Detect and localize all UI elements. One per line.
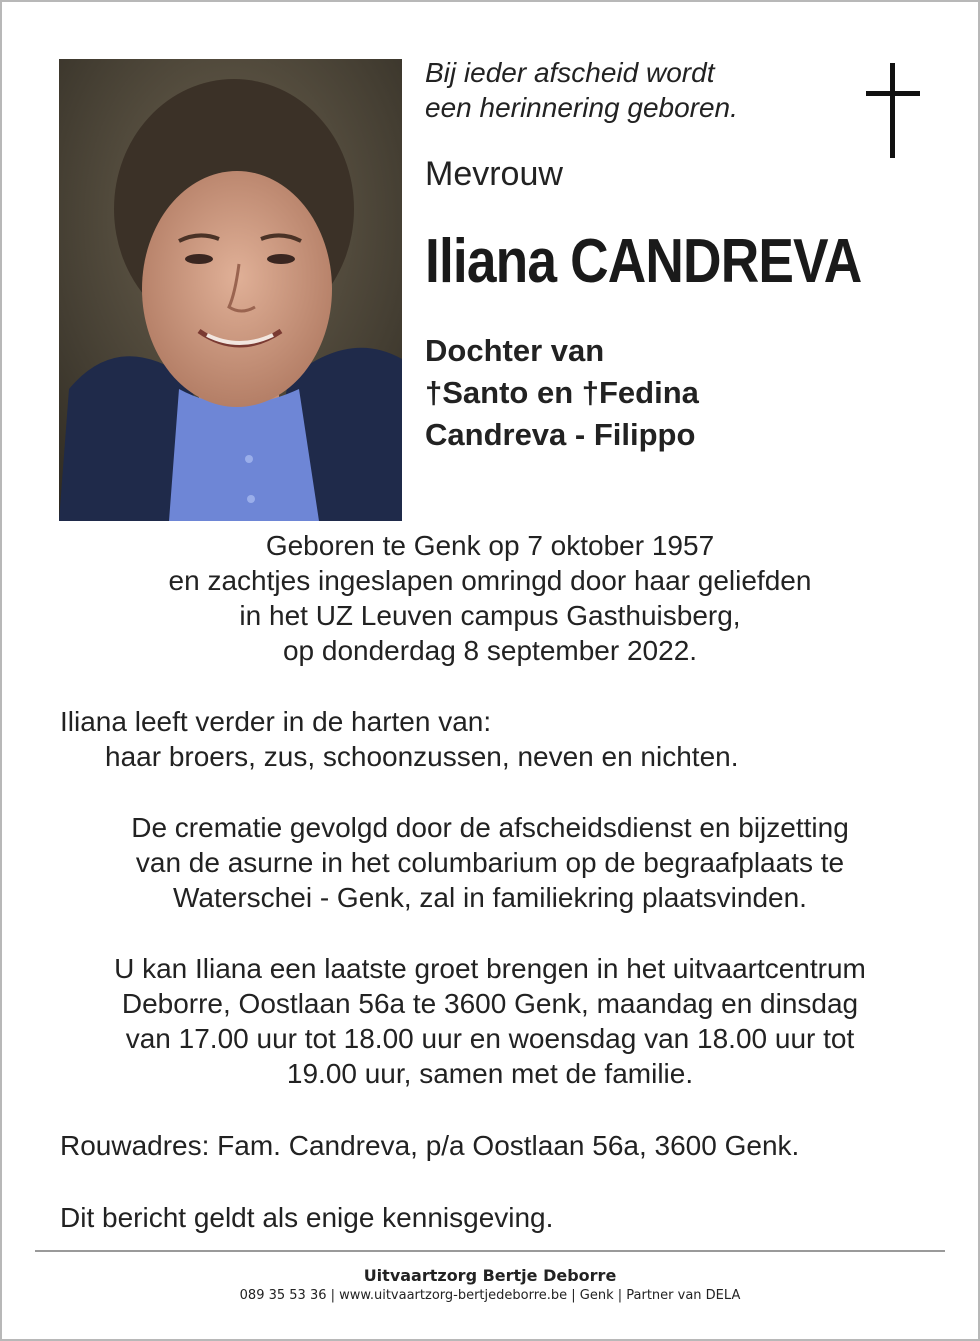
visitation-paragraph bbox=[60, 951, 920, 1091]
parents-line: Dochter van bbox=[425, 333, 605, 368]
paragraph-line: Waterschei - Genk, zal in familiekring plaatsvinden. bbox=[173, 882, 807, 913]
paragraph-line: en zachtjes ingeslapen omringd door haar geliefden bbox=[168, 565, 812, 596]
funeral-company-contact: 089 35 53 36 | www.uitvaartzorg-bertjedeborre.be | Genk | Partner van DELA bbox=[239, 1288, 741, 1303]
portrait-photo bbox=[59, 59, 402, 521]
announcement-note: Dit bericht geldt als enige kennisgeving. bbox=[60, 1202, 554, 1233]
paragraph-line: Iliana leeft verder in de harten van: bbox=[60, 706, 492, 737]
paragraph-line: van de asurne in het columbarium op de begraafplaats te bbox=[135, 847, 845, 878]
paragraph-line: U kan Iliana een laatste groet brengen in het uitvaartcentrum bbox=[114, 953, 866, 984]
parents-line: †Santo en †Fedina bbox=[425, 375, 699, 410]
paragraph-line: van 17.00 uur tot 18.00 uur en woensdag van 18.00 uur tot bbox=[125, 1023, 855, 1054]
paragraph-line: De crematie gevolgd door de afscheidsdienst en bijzetting bbox=[131, 812, 849, 843]
survivors-paragraph bbox=[60, 704, 920, 774]
paragraph-line: in het UZ Leuven campus Gasthuisberg, bbox=[239, 600, 741, 631]
mourning-address: Rouwadres: Fam. Candreva, p/a Oostlaan 56a, 3600 Genk. bbox=[60, 1130, 800, 1161]
deceased-name: Iliana CANDREVA bbox=[425, 227, 862, 296]
footer-divider bbox=[35, 1250, 945, 1252]
paragraph-line: haar broers, zus, schoonzussen, neven en nichten. bbox=[105, 741, 739, 772]
honorific-title: Mevrouw bbox=[425, 155, 563, 193]
parents-line: Candreva - Filippo bbox=[425, 417, 696, 452]
parents-block bbox=[425, 330, 699, 456]
paragraph-line: Deborre, Oostlaan 56a te 3600 Genk, maandag en dinsdag bbox=[121, 988, 859, 1019]
motto-quote bbox=[425, 55, 738, 125]
birth-death-paragraph bbox=[60, 528, 920, 668]
cremation-paragraph bbox=[60, 810, 920, 915]
cross-icon bbox=[866, 63, 920, 158]
motto-line: een herinnering geboren. bbox=[425, 92, 738, 123]
paragraph-line: 19.00 uur, samen met de familie. bbox=[286, 1058, 694, 1089]
paragraph-line: op donderdag 8 september 2022. bbox=[282, 635, 698, 666]
paragraph-line: Geboren te Genk op 7 oktober 1957 bbox=[265, 530, 715, 561]
funeral-company-name: Uitvaartzorg Bertje Deborre bbox=[363, 1266, 617, 1285]
motto-line: Bij ieder afscheid wordt bbox=[425, 57, 715, 88]
